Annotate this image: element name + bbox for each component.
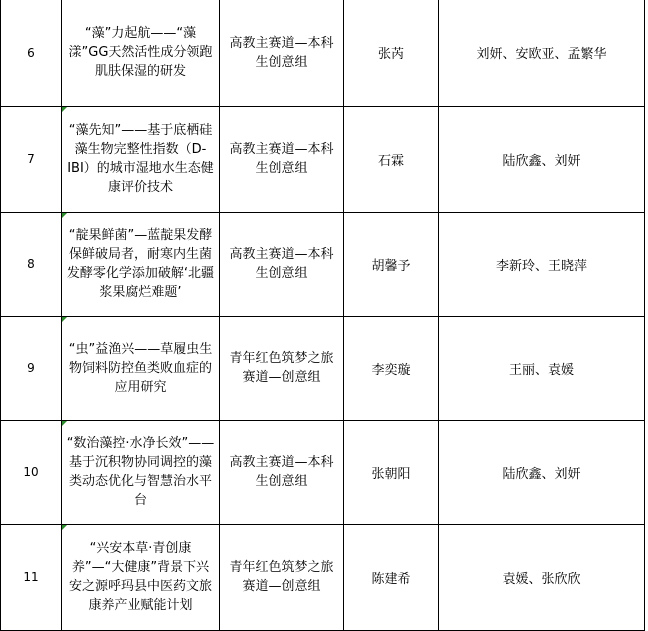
project-name: “靛果鲜菌”—蓝靛果发酵保鲜破局者，耐寒内生菌发酵零化学添加破解‘北疆浆果腐烂难题’ <box>62 212 220 316</box>
leader-name: 张芮 <box>344 0 439 106</box>
row-number: 7 <box>1 106 62 212</box>
track-name: 高教主赛道—本科生创意组 <box>220 420 344 524</box>
cell-marker-icon <box>62 107 67 112</box>
project-name: “藻”力起航——“藻漾”GG天然活性成分领跑肌肤保湿的研发 <box>62 0 220 106</box>
track-name: 高教主赛道—本科生创意组 <box>220 106 344 212</box>
track-name: 高教主赛道—本科生创意组 <box>220 0 344 106</box>
row-number: 6 <box>1 0 62 106</box>
leader-name: 李奕璇 <box>344 316 439 420</box>
track-name: 青年红色筑梦之旅赛道—创意组 <box>220 316 344 420</box>
row-number: 11 <box>1 524 62 630</box>
advisor-names: 刘妍、安欧亚、孟繁华 <box>439 0 645 106</box>
row-number: 9 <box>1 316 62 420</box>
table-row <box>1 212 645 316</box>
table-row <box>1 524 645 630</box>
project-name: “兴安本草·青创康养”—“大健康”背景下兴 安之源呼玛县中医药文旅康养产业赋能计划 <box>62 524 220 630</box>
cell-marker-icon <box>62 525 67 530</box>
advisor-names: 陆欣鑫、刘妍 <box>439 106 645 212</box>
leader-name: 张朝阳 <box>344 420 439 524</box>
cell-marker-icon <box>62 421 67 426</box>
track-name: 高教主赛道—本科生创意组 <box>220 212 344 316</box>
table-row <box>1 316 645 420</box>
track-name: 青年红色筑梦之旅赛道—创意组 <box>220 524 344 630</box>
advisor-names: 李新玲、王晓萍 <box>439 212 645 316</box>
leader-name: 石霖 <box>344 106 439 212</box>
project-name: “虫”益渔兴——草履虫生物饲料防控鱼类败血症的应用研究 <box>62 316 220 420</box>
leader-name: 陈建希 <box>344 524 439 630</box>
cell-marker-icon <box>62 213 67 218</box>
table-row <box>1 420 645 524</box>
advisor-names: 王丽、袁媛 <box>439 316 645 420</box>
project-name: “数治藻控·水净长效”——基于沉积物协同调控的藻类动态优化与智慧治水平台 <box>62 420 220 524</box>
cell-marker-icon <box>62 317 67 322</box>
row-number: 8 <box>1 212 62 316</box>
row-number: 10 <box>1 420 62 524</box>
advisor-names: 袁媛、张欣欣 <box>439 524 645 630</box>
table-row <box>1 106 645 212</box>
table-row <box>1 0 645 106</box>
project-name: “藻先知”——基于底栖硅藻生物完整性指数（D-IBI）的城市湿地水生态健康评价技术 <box>62 106 220 212</box>
leader-name: 胡馨予 <box>344 212 439 316</box>
advisor-names: 陆欣鑫、刘妍 <box>439 420 645 524</box>
